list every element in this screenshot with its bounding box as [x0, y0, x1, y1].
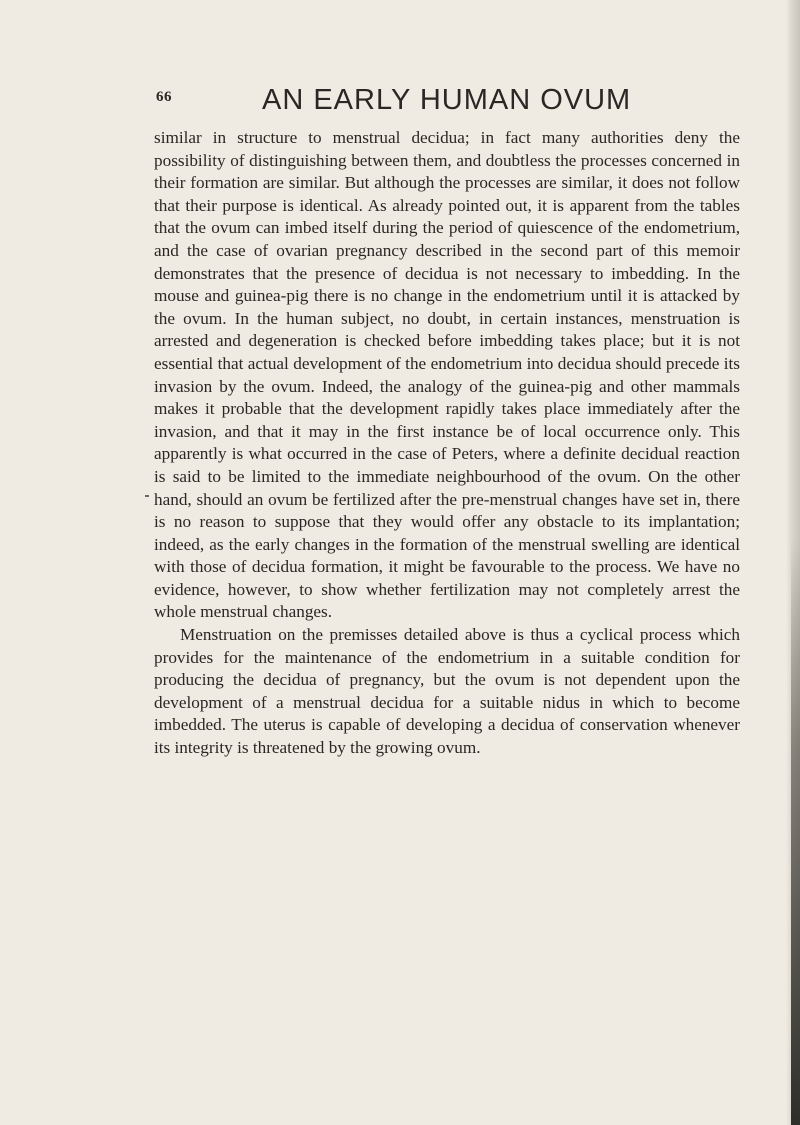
paragraph-1: similar in structure to menstrual decidua; in fact many authorities deny the possibility of distinguishing between them, and doubtless the processes concerned in their formation are similar. But although the processes are similar, it does not follow that their purpose is identical. As already pointed out, it is apparent from the tables that the ovum can imbed itself during the period of quiescence of the endometrium, and the case of ovarian pregnancy described in the second part of this memoir demonstrates that the presence of decidua is not necessary to imbedding. In the mouse and guinea-pig there is no change in the endometrium until it is attacked by the ovum. In the human subject, no doubt, in certain instances, menstruation is arrested and degeneration is checked before imbedding takes place; but it is not essential that actual development of the endometrium into decidua should precede its invasion by the ovum. Indeed, the analogy of the guinea-pig and other mammals makes it probable that the development rapidly takes place immediately after the invasion, and that it may in the first instance be of local occurrence only. This apparently is what occurred in the case of Peters, where a definite decidual reaction is said to be limited to the immediate neighbourhood of the ovum. On the other hand, should an ovum be fertilized after the pre-menstrual changes have set in, there is no reason to suppose that they would offer any obstacle to its implantation; indeed, as the early changes in the formation of the menstrual swelling are identical with those of decidua formation, it might be favourable to the process. We have no evidence, however, to show whether fertilization may not completely arrest the whole menstrual changes. [154, 128, 740, 622]
paragraph-2: Menstruation on the premisses detailed above is thus a cyclical process which provides for the maintenance of the endometrium in a suitable condition for producing the decidua of pregnancy, but the ovum is not dependent upon the development of a menstrual decidua for a suitable nidus in which to become imbedded. The uterus is capable of developing a decidua of conservation whenever its integrity is threatened by the growing ovum. [154, 625, 740, 758]
running-title: AN EARLY HUMAN OVUM [262, 84, 632, 116]
page-edge-dark [791, 540, 800, 1125]
body-text [154, 127, 740, 760]
margin-mark [145, 495, 149, 497]
page-number: 66 [156, 89, 172, 105]
